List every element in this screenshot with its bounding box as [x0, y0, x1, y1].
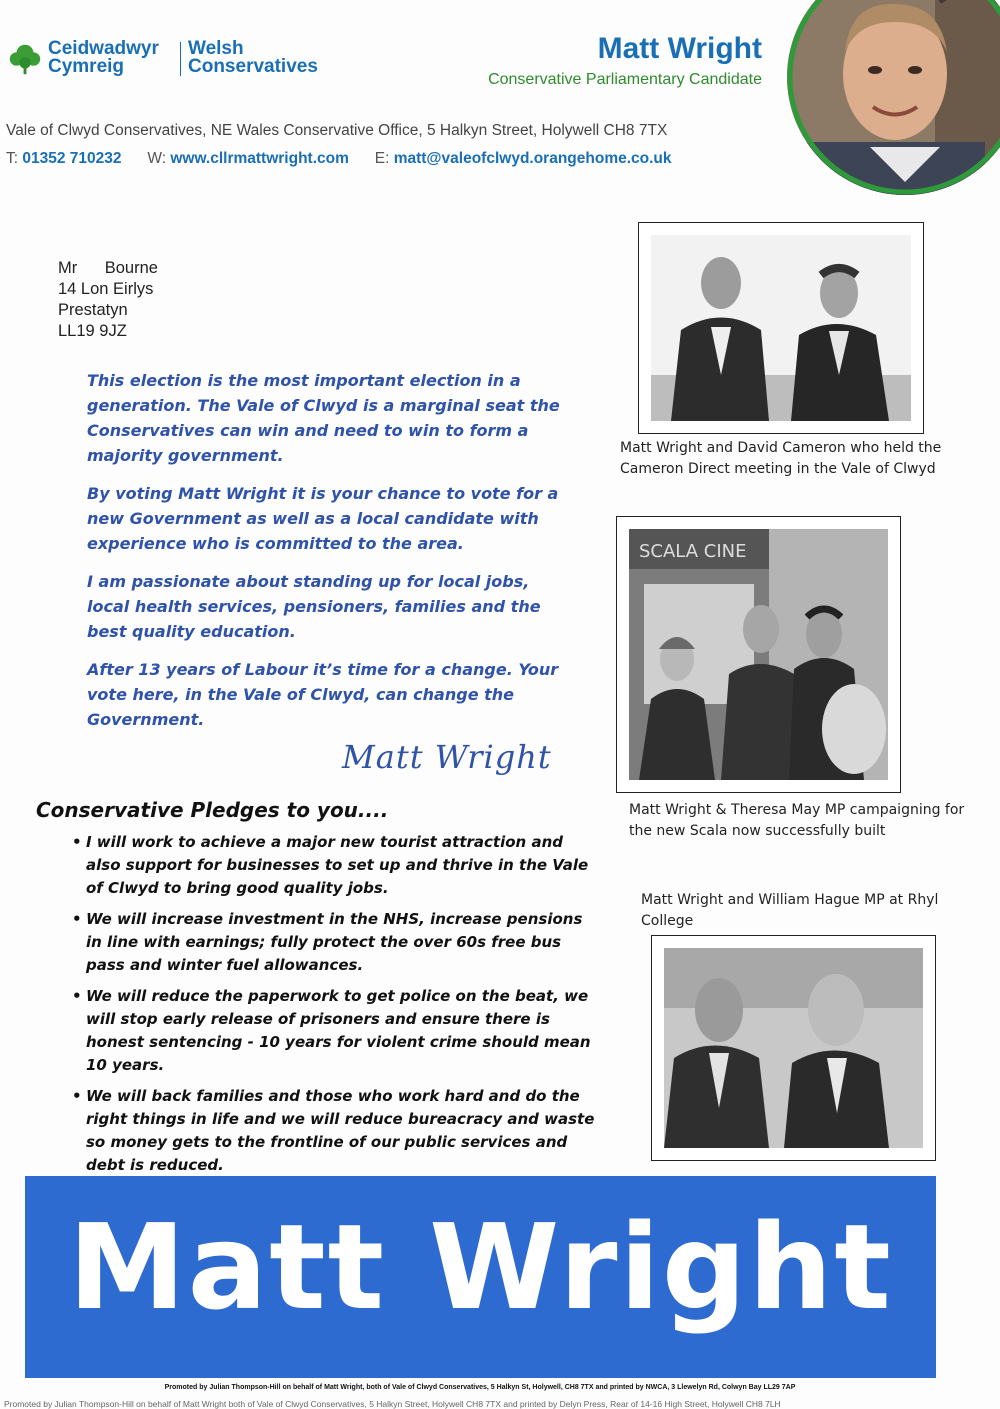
signature: Matt Wright — [342, 738, 552, 776]
photo-theresa-may — [616, 516, 901, 793]
letter-body — [87, 368, 567, 745]
photo-caption-theresa-may: Matt Wright & Theresa May MP campaigning for the new Scala now successfully built — [629, 802, 965, 839]
letter-paragraph-1: This election is the most important election in a generation. The Vale of Clwyd is a marginal seat the Conservatives can win and need to win to form a majority government. — [87, 371, 560, 465]
recipient-town: Prestatyn — [58, 301, 128, 319]
imprint-text: Promoted by Julian Thompson-Hill on behalf of Matt Wright, both of Vale of Clwyd Conservatives, 5 Halkyn St, Holywell, CH8 7TX and printed by NWCA, 3 Llewelyn Rd, Colwyn Bay LL29 7AP — [164, 1384, 796, 1391]
letter-paragraph-4: After 13 years of Labour it’s time for a change. Your vote here, in the Vale of Clwyd, can change the Government. — [87, 660, 559, 729]
logo-english-text — [188, 40, 318, 76]
letter-paragraph-2: By voting Matt Wright it is your chance to vote for a new Government as well as a local candidate with experience who is committed to the area. — [87, 484, 559, 553]
logo-welsh-line1: Ceidwadwyr — [48, 38, 159, 59]
recipient-postcode: LL19 9JZ — [58, 322, 127, 340]
banner-title: Matt Wright — [68, 1198, 893, 1336]
email-label: E: — [374, 150, 390, 167]
name-banner — [25, 1176, 936, 1378]
photo-caption-cameron: Matt Wright and David Cameron who held the Cameron Direct meeting in the Vale of Clwyd — [620, 440, 942, 477]
imprint-faint-text: Promoted by Julian Thompson-Hill on behalf of Matt Wright both of Vale of Clwyd Conservatives, 5 Halkyn Street, Holywell CH8 7TX and printed by Delyn Press, Rear of 14-16 High Street, Holywell CH8 7LH — [4, 1399, 781, 1409]
recipient-name: Mr Bourne — [58, 259, 158, 277]
phone-label: T: — [6, 150, 19, 167]
scala-sign: SCALA CINE — [639, 541, 747, 562]
email-link[interactable]: matt@valeofclwyd.orangehome.co.uk — [393, 150, 672, 167]
pledges-list — [72, 831, 602, 1185]
pledge-item: • We will back families and those who work hard and do the right things in life and we will reduce bureacracy and waste so money gets to the frontline of our public services and debt is reduced. — [72, 1085, 602, 1177]
website-link[interactable]: www.cllrmattwright.com — [170, 150, 349, 167]
logo-welsh-line2: Cymreig — [48, 56, 125, 77]
logo-divider — [180, 42, 181, 76]
candidate-name: Matt Wright — [597, 32, 762, 65]
photo-cameron — [638, 222, 924, 434]
phone-number: 01352 710232 — [22, 150, 122, 167]
logo-welsh-text — [48, 40, 159, 76]
contact-line — [6, 150, 672, 168]
photo-hague — [651, 935, 936, 1161]
logo-english-line2: Conservatives — [188, 56, 318, 77]
pledges-heading: Conservative Pledges to you.... — [36, 798, 389, 822]
web-label: W: — [147, 150, 167, 167]
candidate-role: Conservative Parliamentary Candidate — [488, 71, 762, 88]
logo-english-line1: Welsh — [188, 38, 244, 59]
letter-paragraph-3: I am passionate about standing up for local jobs, local health services, pensioners, families and the best quality education. — [87, 572, 541, 641]
candidate-portrait — [785, 0, 1000, 200]
recipient-street: 14 Lon Eirlys — [58, 280, 154, 298]
photo-caption-hague: Matt Wright and William Hague MP at Rhyl College — [641, 892, 939, 929]
office-address: Vale of Clwyd Conservatives, NE Wales Conservative Office, 5 Halkyn Street, Holywell CH8 7TX — [6, 122, 668, 139]
pledge-item: • We will reduce the paperwork to get police on the beat, we will stop early release of prisoners and ensure there is honest sentencing - 10 years for violent crime should mean 10 years. — [72, 985, 602, 1077]
tree-logo-icon — [6, 40, 44, 78]
pledge-item: • I will work to achieve a major new tourist attraction and also support for businesses to set up and thrive in the Vale of Clwyd to bring good quality jobs. — [72, 831, 602, 900]
recipient-address — [58, 258, 158, 342]
pledge-item: • We will increase investment in the NHS, increase pensions in line with earnings; fully protect the over 60s free bus pass and winter fuel allowances. — [72, 908, 602, 977]
